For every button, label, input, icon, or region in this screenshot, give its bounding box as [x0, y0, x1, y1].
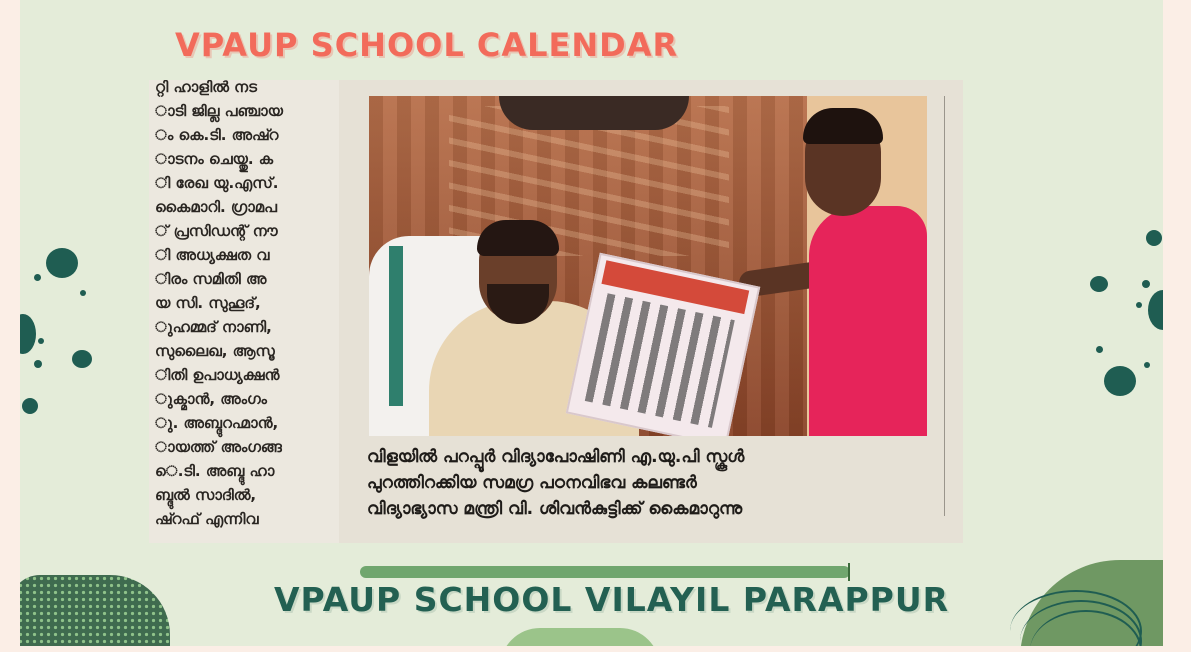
- news-line: സുലൈഖ, ആസൂ: [155, 342, 275, 360]
- news-line: ി അധ്യക്ഷത വ: [155, 246, 270, 264]
- news-line: ുക്മാൻ, അംഗം: [155, 390, 267, 408]
- news-photo: [369, 96, 927, 436]
- slide-title: VPAUP SCHOOL CALENDAR: [175, 26, 679, 64]
- dotted-blob-decoration: [20, 575, 170, 646]
- news-line: െ.ടി. അബ്ദു ഹാ: [155, 462, 275, 480]
- news-line: ി രേഖ യു.എസ്.: [155, 174, 279, 192]
- caption-line: പുറത്തിറക്കിയ സമഗ്ര പഠനവിഭവ കലണ്ടർ: [367, 473, 697, 493]
- brush-stroke-divider: [360, 566, 850, 578]
- decor-dot: [1144, 362, 1150, 368]
- divider-tick: [848, 563, 850, 581]
- decor-dot: [20, 314, 36, 354]
- decor-dot: [1146, 230, 1162, 246]
- decor-dot: [46, 248, 78, 278]
- presenter-hair: [803, 108, 883, 144]
- photo-caption: [367, 444, 957, 522]
- footer-title: VPAUP SCHOOL VILAYIL PARAPPUR: [274, 580, 950, 619]
- minister-hair: [477, 220, 559, 256]
- decor-dot: [1096, 346, 1103, 353]
- decor-dot: [22, 398, 38, 414]
- decor-dot: [1148, 290, 1163, 330]
- decor-dot: [34, 360, 42, 368]
- news-line: ് പ്രസിഡന്റ് നൗ: [155, 222, 278, 240]
- news-line: ാടി ജില്ല പഞ്ചായ: [155, 102, 283, 120]
- school-calendar: [566, 253, 761, 436]
- caption-line: വിളയിൽ പറപ്പൂർ വിദ്യാപോഷിണി എ.യു.പി സ്കൂൾ: [367, 447, 745, 467]
- decor-dot: [1104, 366, 1136, 396]
- news-line: ഷ്റഫ് എന്നിവ: [155, 510, 259, 528]
- news-column: [149, 80, 339, 543]
- decor-dot: [34, 274, 41, 281]
- news-line: കൈമാറി. ഗ്രാമപ: [155, 198, 277, 216]
- decor-dot: [80, 290, 86, 296]
- presenter-figure: [809, 206, 927, 436]
- news-line: ു. അബ്ദുറഹ്മാൻ,: [155, 414, 279, 432]
- news-line: ാടനം ചെയ്തു. ക: [155, 150, 274, 168]
- slide: [20, 0, 1163, 646]
- decor-dot: [1142, 280, 1150, 288]
- decor-dot: [1136, 302, 1142, 308]
- decor-dot: [38, 338, 44, 344]
- chair-stripe: [389, 246, 403, 406]
- calendar-grid: [585, 293, 735, 428]
- news-line: ിതി ഉപാധ്യക്ഷൻ: [155, 366, 280, 384]
- news-line: ിരം സമിതി അ: [155, 270, 267, 288]
- news-line: ം കെ.ടി. അഷ്റ: [155, 126, 279, 144]
- news-line: ബ്ദുൽ സാദിൽ,: [155, 486, 257, 504]
- caption-line: വിദ്യാഭ്യാസ മന്ത്രി വി. ശിവൻകുട്ടിക്ക് കൈമാറുന്നു: [367, 499, 743, 519]
- newspaper-clipping: [149, 80, 963, 543]
- wall-emblem: [499, 96, 689, 130]
- decor-dot: [72, 350, 92, 368]
- green-mound-decoration: [500, 628, 660, 646]
- news-line: ായത്ത് അംഗങ്ങ: [155, 438, 282, 456]
- news-line: യ സി. സുഹൂദ്,: [155, 294, 261, 312]
- news-line: ുഹമ്മദ് നാണി,: [155, 318, 272, 336]
- decor-dot: [1090, 276, 1108, 292]
- news-line: റ്റി ഹാളിൽ നട: [155, 80, 257, 96]
